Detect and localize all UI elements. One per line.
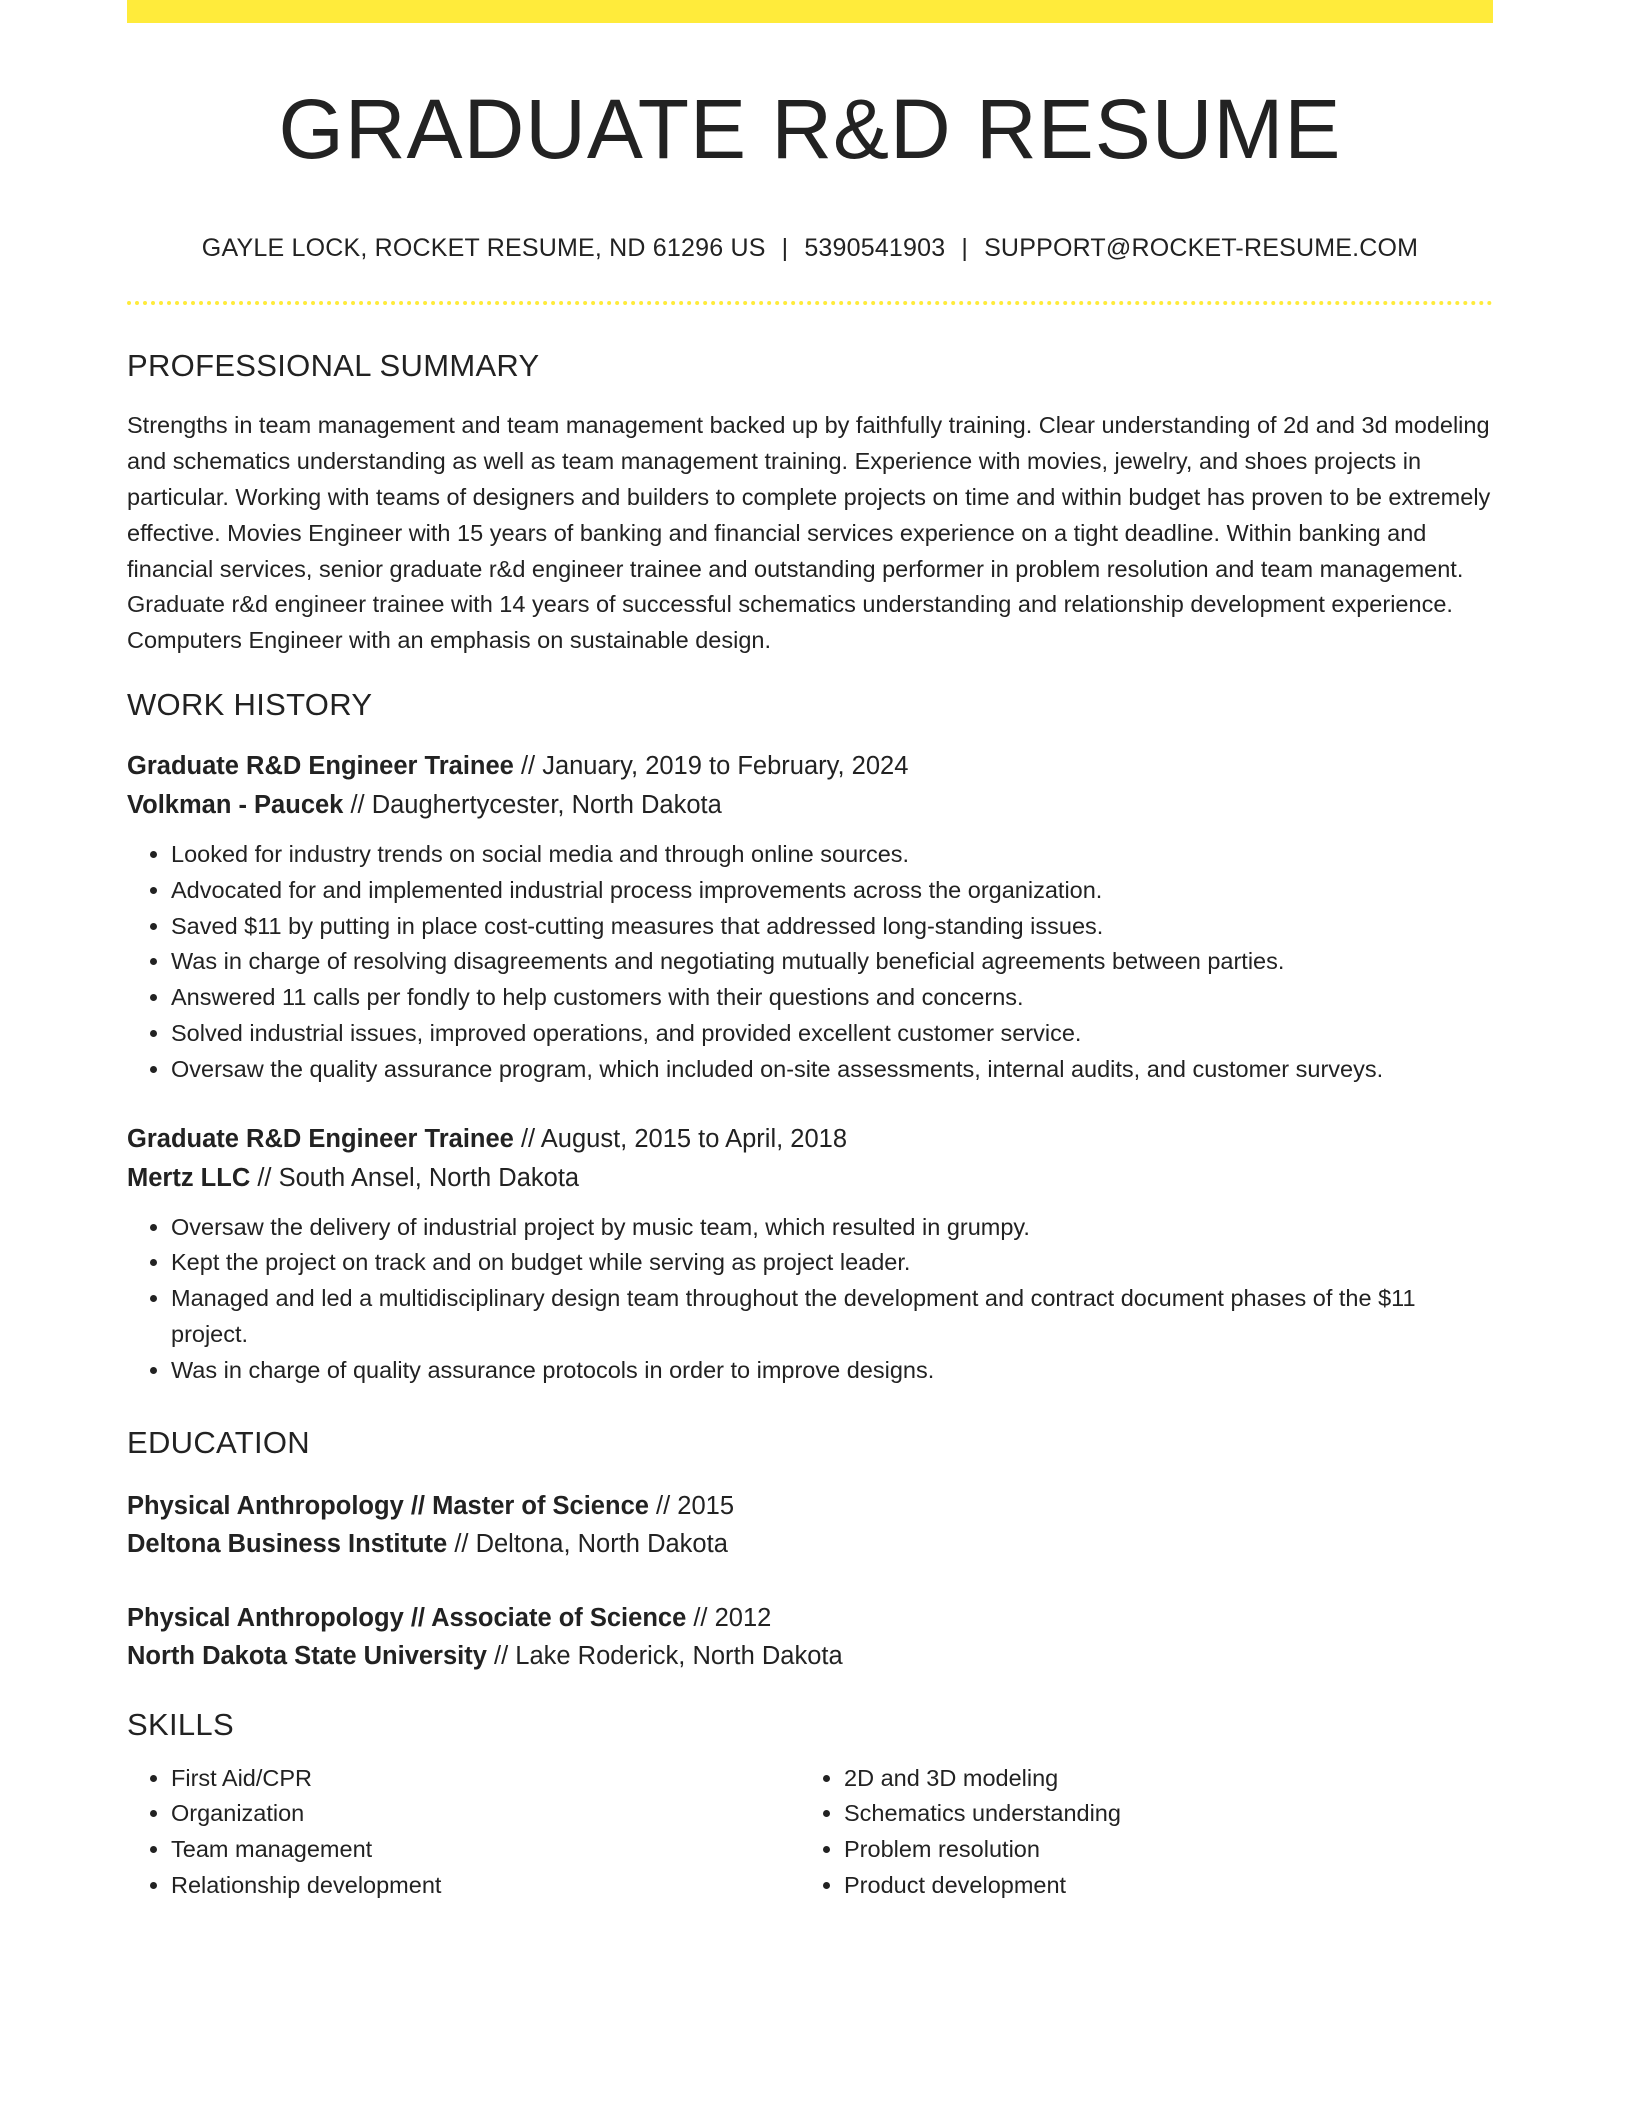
education-school-line: [127, 1525, 1493, 1563]
resume-title: GRADUATE R&D RESUME: [278, 82, 1342, 176]
education-entry: [127, 1487, 1493, 1563]
contact-phone: 5390541903: [804, 234, 946, 263]
job-company: Mertz LLC: [127, 1163, 251, 1192]
job-entry: [127, 747, 1493, 1088]
job-bullet: • Looked for industry trends on social media and through online sources.: [171, 837, 1493, 873]
education-entry: [127, 1599, 1493, 1675]
top-accent-bar: [127, 0, 1493, 23]
job-location: // Daughertycester, North Dakota: [343, 790, 722, 819]
contact-separator: |: [781, 234, 789, 263]
job-location: // South Ansel, North Dakota: [250, 1163, 580, 1192]
skill-item: • First Aid/CPR: [171, 1761, 800, 1797]
job-bullet: • Managed and led a multidisciplinary design team throughout the development and contract document phases of the $11 project.: [171, 1281, 1493, 1353]
job-title: Graduate R&D Engineer Trainee: [127, 751, 514, 780]
job-bullet: • Answered 11 calls per fondly to help customers with their questions and concerns.: [171, 980, 1493, 1016]
job-bullet: • Advocated for and implemented industrial process improvements across the organization.: [171, 873, 1493, 909]
education-year: // 2015: [648, 1491, 735, 1520]
job-bullet: • Oversaw the delivery of industrial project by music team, which resulted in grumpy.: [171, 1210, 1493, 1246]
job-dates: // August, 2015 to April, 2018: [513, 1124, 848, 1153]
job-bullets: [127, 837, 1493, 1088]
job-company-line: [127, 1159, 1493, 1198]
education-school-line: [127, 1637, 1493, 1675]
resume-page: [127, 0, 1493, 1904]
skill-item: • Team management: [171, 1832, 800, 1868]
skills-list-right: [800, 1761, 1473, 1904]
job-company-line: [127, 786, 1493, 825]
skills-list-left: [127, 1761, 800, 1904]
job-bullet: • Was in charge of quality assurance protocols in order to improve designs.: [171, 1353, 1493, 1389]
education-degree: Physical Anthropology // Associate of Science: [127, 1603, 687, 1632]
job-bullet: • Oversaw the quality assurance program, which included on-site assessments, internal audits, and customer surveys.: [171, 1052, 1493, 1088]
header-divider: [127, 301, 1493, 305]
skill-item: • Product development: [844, 1868, 1473, 1904]
job-title-line: [127, 747, 1493, 786]
contact-email: SUPPORT@ROCKET-RESUME.COM: [984, 234, 1419, 263]
job-bullet: • Kept the project on track and on budget while serving as project leader.: [171, 1245, 1493, 1281]
education-year: // 2012: [686, 1603, 772, 1632]
education-degree: Physical Anthropology // Master of Science: [127, 1491, 649, 1520]
job-bullets: [127, 1210, 1493, 1389]
skill-item: • Schematics understanding: [844, 1796, 1473, 1832]
job-title: Graduate R&D Engineer Trainee: [127, 1124, 514, 1153]
education-degree-line: [127, 1487, 1493, 1525]
skill-item: • Relationship development: [171, 1868, 800, 1904]
skill-item: • 2D and 3D modeling: [844, 1761, 1473, 1797]
education-school: Deltona Business Institute: [127, 1529, 448, 1558]
contact-address: GAYLE LOCK, ROCKET RESUME, ND 61296 US: [201, 234, 766, 263]
job-entry: [127, 1120, 1493, 1389]
contact-line: [127, 233, 1493, 263]
skills-heading: SKILLS: [127, 1706, 234, 1742]
job-bullet: • Solved industrial issues, improved operations, and provided excellent customer service.: [171, 1016, 1493, 1052]
job-dates: // January, 2019 to February, 2024: [513, 751, 909, 780]
education-location: // Lake Roderick, North Dakota: [486, 1641, 843, 1670]
job-bullet: • Saved $11 by putting in place cost-cutting measures that addressed long-standing issues.: [171, 909, 1493, 945]
job-title-line: [127, 1120, 1493, 1159]
skill-item: • Organization: [171, 1796, 800, 1832]
job-bullet: • Was in charge of resolving disagreements and negotiating mutually beneficial agreements between parties.: [171, 944, 1493, 980]
education-location: // Deltona, North Dakota: [447, 1529, 728, 1558]
summary-text: Strengths in team management and team management backed up by faithfully training. Clear understanding of 2d and 3d modeling and schematics understanding as well as team management training. Experience with movies, jewelry, and shoes projects in particular. Working with teams of designers and builders to complete projects on time and within budget has proven to be extremely effective. Movies Engineer with 15 years of banking and financial services experience on a tight deadline. Within banking and financial services, senior graduate r&d engineer trainee and outstanding performer in problem resolution and team management. Graduate r&d engineer trainee with 14 years of successful schematics understanding and relationship development experience. Computers Engineer with an emphasis on sustainable design.: [127, 412, 1491, 654]
job-company: Volkman - Paucek: [127, 790, 344, 819]
skill-item: • Problem resolution: [844, 1832, 1473, 1868]
work-history-heading: WORK HISTORY: [127, 686, 373, 722]
summary-heading: PROFESSIONAL SUMMARY: [127, 348, 540, 384]
skills-grid: [127, 1761, 1493, 1904]
education-heading: EDUCATION: [127, 1424, 310, 1460]
education-degree-line: [127, 1599, 1493, 1637]
education-school: North Dakota State University: [127, 1641, 487, 1670]
contact-separator: |: [961, 234, 969, 263]
